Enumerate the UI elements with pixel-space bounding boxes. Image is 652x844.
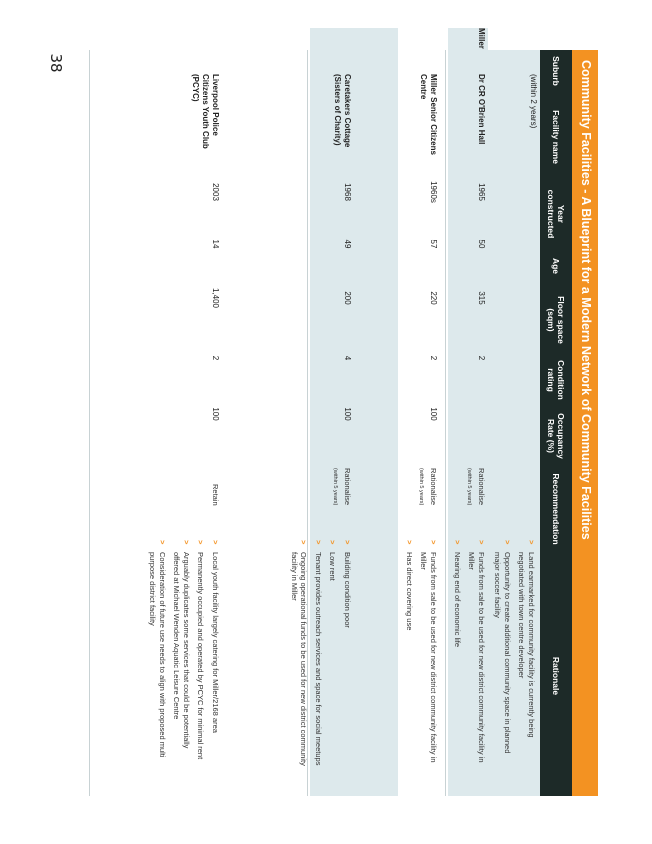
row-rationale <box>143 540 220 772</box>
rationale-bullet: > Land earmarked for community facility is currently being negotiated with town centre developer <box>517 540 536 738</box>
row-divider <box>307 50 308 796</box>
row-year: 1960s <box>429 181 438 203</box>
carryover-rationale <box>488 540 536 772</box>
row-rationale <box>285 540 353 772</box>
rationale-bullet: > Arguably duplicates some services that could be potentially offered at Michael Wenden Aquatic Leisure Centre <box>172 540 191 749</box>
row-age: 50 <box>477 239 486 249</box>
header-recommendation: Recommendation <box>551 473 561 545</box>
table-header <box>540 50 572 796</box>
page-title: Community Facilities - A Blueprint for a Modern Network of Community Facilities <box>579 60 593 540</box>
row-facility-name: Dr CR O'Brien Hall <box>477 74 486 145</box>
rationale-bullet: > Funds from sale to be used for new district community facility in Miller <box>419 540 438 763</box>
row-occupancy: 100 <box>429 407 438 421</box>
header-rationale: Rationale <box>551 656 561 696</box>
row-condition: 2 <box>429 355 438 361</box>
row-facility-name: Liverpool Police Citizens Youth Club (PCYC) <box>191 74 220 149</box>
row-occupancy: 100 <box>343 407 352 421</box>
rationale-bullet: > Has direct covering use <box>405 540 414 631</box>
row-age: 14 <box>211 239 220 249</box>
row-recommendation <box>210 484 220 532</box>
recommendation-timing: (within 5 years) <box>418 468 424 506</box>
page-number: 38 <box>47 53 65 73</box>
header-facility-name: Facility name <box>551 110 561 164</box>
row-occupancy: 100 <box>211 407 220 421</box>
landscape-sheet <box>88 28 598 796</box>
recommendation-value: Rationalise <box>429 468 438 506</box>
row-year: 1965 <box>477 183 486 201</box>
row-floor-space: 220 <box>429 291 438 305</box>
recommendation-timing: (within 5 years) <box>466 468 472 506</box>
header-age: Age <box>551 257 561 275</box>
row-year: 2003 <box>211 183 220 201</box>
rationale-bullet: > Consideration of future use needs to align with proposed multi purpose district facility <box>148 540 167 758</box>
carryover-recommendation-sub: (within 2 years) <box>529 74 538 129</box>
rationale-bullet: > Funds from sale to be used for new district community facility in Miller <box>467 540 486 763</box>
row-floor-space: 1,400 <box>211 287 220 309</box>
rationale-bullet: > Ongoing operational funds to be used for new district community facility in Miller <box>290 540 309 766</box>
row-floor-space: 315 <box>477 291 486 305</box>
rationale-bullet: > Opportunity to create additional community space in planned major soccer facility <box>493 540 512 754</box>
row-age: 57 <box>429 239 438 249</box>
rationale-bullet: > Local youth facility largely catering for Miller/2168 area <box>211 540 220 733</box>
recommendation-value: Retain <box>211 484 220 506</box>
rationale-bullet: > Permanently occupied and operated by PCYC for minimal rent <box>196 540 206 760</box>
row-condition: 2 <box>211 355 220 361</box>
row-facility-name: Caretakers Cottage (Sisters of Charity) <box>333 74 352 148</box>
rationale-bullet: > Low rent <box>328 540 338 581</box>
header-suburb: Suburb <box>551 56 561 86</box>
row-condition: 4 <box>343 355 352 361</box>
row-divider <box>445 50 446 796</box>
row-recommendation <box>416 468 438 532</box>
row-age: 49 <box>343 239 352 249</box>
rationale-bullet: > Nearing end of economic life <box>453 540 462 648</box>
row-recommendation <box>330 468 352 532</box>
recommendation-timing: (within 5 years) <box>332 468 338 506</box>
table-bottom-rule <box>89 50 90 796</box>
row-floor-space: 200 <box>343 291 352 305</box>
rationale-bullet: > Building condition poor <box>343 540 352 628</box>
header-year-constructed: Year constructed <box>546 189 566 239</box>
header-condition-rating: Condition rating <box>546 360 566 400</box>
row-year: 1968 <box>343 183 352 201</box>
header-occupancy-rate: Occupancy Rate (%) <box>546 413 566 459</box>
row-condition: 2 <box>477 355 486 361</box>
title-bar <box>572 50 598 796</box>
recommendation-value: Rationalise <box>343 468 352 506</box>
row-recommendation <box>464 468 486 532</box>
row-facility-name: Miller Senior Citizens Centre <box>419 74 438 155</box>
header-floor-space: Floor space (sqm) <box>546 296 566 344</box>
recommendation-value: Rationalise <box>477 468 486 506</box>
row-rationale <box>400 540 439 772</box>
row-suburb: Miller <box>477 28 486 49</box>
row-rationale <box>448 540 487 772</box>
rationale-bullet: > Tenant provides outreach services and space for social meetups <box>314 540 323 766</box>
